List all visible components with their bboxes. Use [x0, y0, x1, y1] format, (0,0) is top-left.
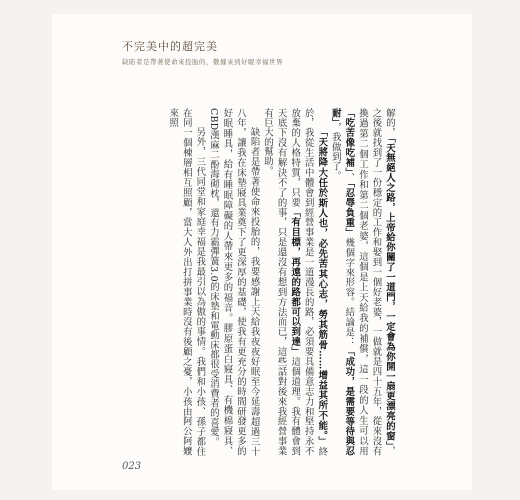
body-text-run: 、 [343, 172, 355, 183]
running-header [122, 38, 283, 66]
paragraph-p3 [206, 108, 260, 456]
body-text-run: 缺陷者是帶著使命來投胎的，我要感謝上天給我夜夜好眠至今延壽超過三十八年，讓我在床墊寢具業奠下了更深厚的基礎，使我有更充分的時間研發更多的好眠睡具，給有睡眠障礙的人帶來更多的福音。膠原蛋白寢具、有機棉寢具、CBD漢麻二酚海砌枕，還有力霸彈簧3.0的床墊和電動床都很受消費者的喜愛。 [207, 108, 260, 456]
body-text [166, 108, 396, 456]
paragraph-p4 [166, 108, 207, 456]
body-text-run: ，之後就找到了一份穩定的工作和娶到一個好老婆，一做就是四十五年，從來沒有換過第二個工作和第二個老婆，這個是上天給我的補償，這一段的人生可以用 [356, 108, 395, 456]
paragraph-p2 [261, 108, 329, 456]
body-text-run: 幾個字來形容。結論是： [343, 237, 355, 347]
chapter-title: 不完美中的超完美 [122, 40, 218, 53]
body-text-run: 另外，三代同堂和家庭幸福是我最引以為傲的事情。我們和小孩、孫子都住在同一個棟層相互照顧，當大人外出打拼事業時沒有後顧之憂，小孩由阿公阿嬤來照 [167, 108, 206, 456]
book-page [52, 14, 472, 490]
body-text-run: ，我做到了。 [329, 122, 341, 181]
paragraph-p1 [328, 108, 396, 456]
emphasis-text: 「天無絕人之路，上帝給你關了一道門，一定會為你開一扇更漂亮的窗」 [384, 137, 395, 447]
page-number: 023 [122, 461, 142, 472]
body-text-run: 解的， [384, 108, 395, 138]
chapter-subtitle: 缺陷者是帶著使命來投胎的，數據來到好眠幸福世界 [122, 58, 283, 66]
emphasis-text: 「成功，是需要等待與忍耐」 [329, 108, 355, 456]
emphasis-text: 「忍辱負重」 [343, 182, 355, 238]
body-text-run: 終於，我從生活中體會到經營事業是一道漫長的路，必須要具備意志力和堅持永不放棄的人格特質，只要 [289, 108, 328, 456]
emphasis-text: 「天將降大任於斯人也，必先苦其心志，勞其筋骨……增益其所不能。」 [316, 126, 328, 447]
emphasis-text: 「有目標，再遠的路都可以到達」 [289, 207, 301, 357]
body-text-run: 這個道理。我有體會到天底下沒有解決不了的事，只是還沒有想到方法而已，這些話對後來我經營事業有巨大的幫助。 [262, 108, 301, 456]
emphasis-text: 「吃苦像吃補」 [343, 108, 355, 173]
